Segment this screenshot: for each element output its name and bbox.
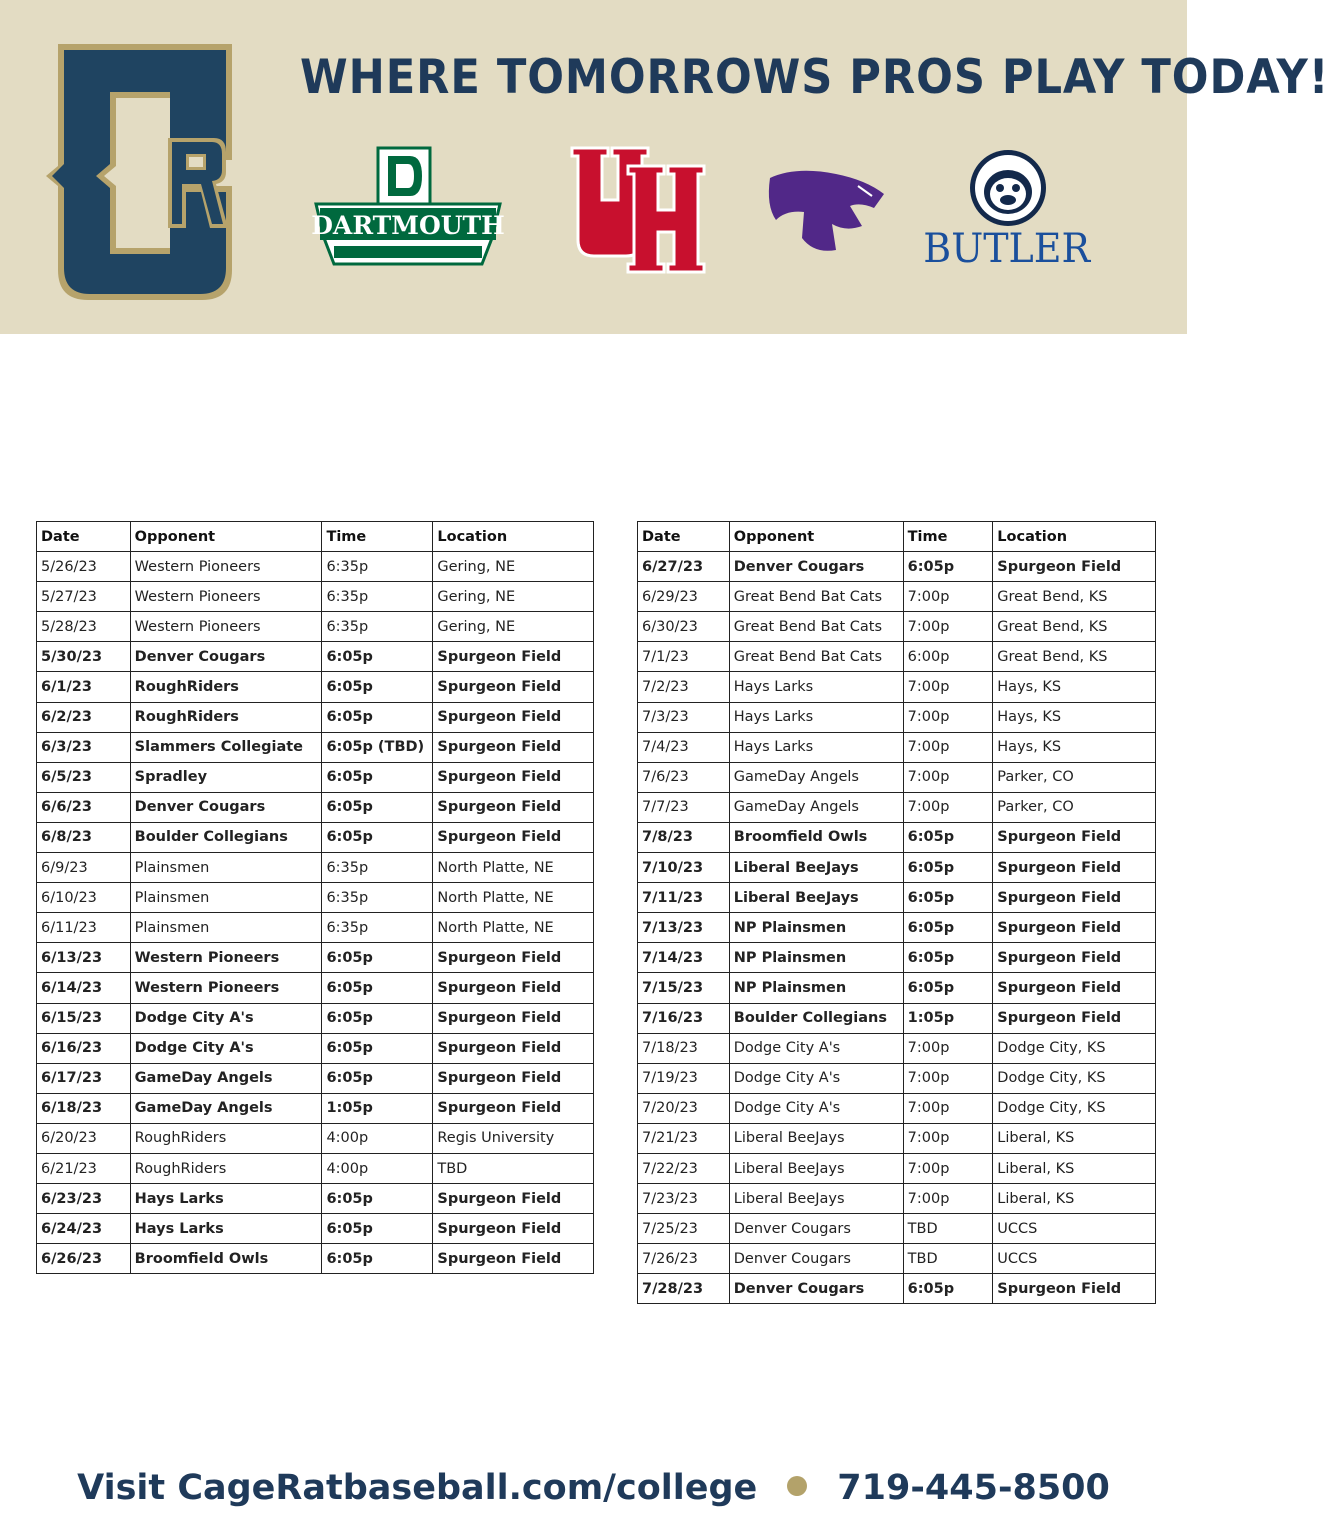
location-cell: Spurgeon Field	[433, 1184, 594, 1214]
time-cell: 7:00p	[903, 1153, 993, 1183]
date-cell: 7/7/23	[638, 792, 730, 822]
location-cell: Spurgeon Field	[433, 1214, 594, 1244]
time-cell: 6:05p	[322, 1184, 433, 1214]
time-cell: 7:00p	[903, 612, 993, 642]
time-cell: 7:00p	[903, 1093, 993, 1123]
date-cell: 5/27/23	[37, 582, 131, 612]
header-location: Location	[993, 522, 1156, 552]
table-row	[37, 883, 594, 913]
table-row	[638, 792, 1156, 822]
table-row	[638, 822, 1156, 852]
date-cell: 6/29/23	[638, 582, 730, 612]
opponent-cell: Denver Cougars	[729, 1214, 903, 1244]
opponent-cell: Slammers Collegiate	[130, 732, 322, 762]
table-row	[638, 973, 1156, 1003]
opponent-cell: Great Bend Bat Cats	[729, 612, 903, 642]
time-cell: 6:05p	[322, 1033, 433, 1063]
header-banner	[0, 0, 1329, 334]
table-row	[37, 1093, 594, 1123]
table-row	[37, 582, 594, 612]
time-cell: 7:00p	[903, 672, 993, 702]
location-cell: Gering, NE	[433, 582, 594, 612]
location-cell: UCCS	[993, 1214, 1156, 1244]
table-row	[638, 552, 1156, 582]
location-cell: Great Bend, KS	[993, 642, 1156, 672]
time-cell: 6:05p	[322, 642, 433, 672]
table-row	[638, 853, 1156, 883]
opponent-cell: Great Bend Bat Cats	[729, 582, 903, 612]
date-cell: 6/11/23	[37, 913, 131, 943]
time-cell: 6:05p	[903, 943, 993, 973]
opponent-cell: Denver Cougars	[729, 1274, 903, 1304]
time-cell: 6:05p	[322, 1214, 433, 1244]
tagline: WHERE TOMORROWS PROS PLAY TODAY!	[300, 50, 1329, 105]
table-header-row	[638, 522, 1156, 552]
location-cell: Gering, NE	[433, 612, 594, 642]
table-row	[37, 642, 594, 672]
time-cell: 6:35p	[322, 883, 433, 913]
opponent-cell: RoughRiders	[130, 672, 322, 702]
opponent-cell: Denver Cougars	[130, 642, 322, 672]
location-cell: Spurgeon Field	[433, 1244, 594, 1274]
dartmouth-logo	[312, 146, 504, 268]
opponent-cell: Liberal BeeJays	[729, 883, 903, 913]
time-cell: 6:05p	[903, 552, 993, 582]
date-cell: 6/10/23	[37, 883, 131, 913]
location-cell: North Platte, NE	[433, 913, 594, 943]
location-cell: UCCS	[993, 1244, 1156, 1274]
opponent-cell: Western Pioneers	[130, 943, 322, 973]
table-row	[37, 1214, 594, 1244]
table-row	[37, 973, 594, 1003]
opponent-cell: Hays Larks	[729, 672, 903, 702]
kansas-state-wildcat-logo	[766, 166, 888, 256]
location-cell: Great Bend, KS	[993, 612, 1156, 642]
opponent-cell: Western Pioneers	[130, 612, 322, 642]
time-cell: 6:05p	[322, 1244, 433, 1274]
opponent-cell: Hays Larks	[729, 702, 903, 732]
opponent-cell: Dodge City A's	[130, 1033, 322, 1063]
date-cell: 7/10/23	[638, 853, 730, 883]
date-cell: 7/1/23	[638, 642, 730, 672]
date-cell: 6/27/23	[638, 552, 730, 582]
opponent-cell: Great Bend Bat Cats	[729, 642, 903, 672]
date-cell: 5/30/23	[37, 642, 131, 672]
table-row	[37, 1184, 594, 1214]
time-cell: 6:05p	[903, 883, 993, 913]
opponent-cell: NP Plainsmen	[729, 913, 903, 943]
schedule-table-left	[36, 521, 594, 1274]
table-row	[37, 1033, 594, 1063]
butler-bulldog-logo	[923, 148, 1091, 273]
time-cell: 6:05p	[322, 973, 433, 1003]
location-cell: Spurgeon Field	[993, 1003, 1156, 1033]
time-cell: 6:05p	[322, 822, 433, 852]
opponent-cell: Hays Larks	[130, 1214, 322, 1244]
time-cell: 6:35p	[322, 612, 433, 642]
time-cell: 6:35p	[322, 913, 433, 943]
location-cell: Spurgeon Field	[993, 913, 1156, 943]
opponent-cell: Plainsmen	[130, 853, 322, 883]
location-cell: Parker, CO	[993, 792, 1156, 822]
opponent-cell: Liberal BeeJays	[729, 1123, 903, 1153]
location-cell: Hays, KS	[993, 672, 1156, 702]
table-row	[37, 702, 594, 732]
date-cell: 6/17/23	[37, 1063, 131, 1093]
separator-dot	[787, 1476, 807, 1496]
header-opponent: Opponent	[130, 522, 322, 552]
opponent-cell: Western Pioneers	[130, 582, 322, 612]
date-cell: 6/18/23	[37, 1093, 131, 1123]
date-cell: 7/3/23	[638, 702, 730, 732]
date-cell: 6/8/23	[37, 822, 131, 852]
opponent-cell: Western Pioneers	[130, 552, 322, 582]
location-cell: TBD	[433, 1153, 594, 1183]
date-cell: 5/28/23	[37, 612, 131, 642]
date-cell: 6/23/23	[37, 1184, 131, 1214]
time-cell: 6:05p	[903, 853, 993, 883]
table-row	[638, 1214, 1156, 1244]
location-cell: Spurgeon Field	[433, 822, 594, 852]
location-cell: Spurgeon Field	[433, 1003, 594, 1033]
table-row	[638, 1123, 1156, 1153]
date-cell: 6/2/23	[37, 702, 131, 732]
table-row	[638, 1274, 1156, 1304]
opponent-cell: Dodge City A's	[729, 1063, 903, 1093]
time-cell: 7:00p	[903, 732, 993, 762]
opponent-cell: Liberal BeeJays	[729, 1184, 903, 1214]
header-location: Location	[433, 522, 594, 552]
date-cell: 7/22/23	[638, 1153, 730, 1183]
table-row	[638, 672, 1156, 702]
time-cell: 7:00p	[903, 792, 993, 822]
location-cell: Spurgeon Field	[433, 1033, 594, 1063]
date-cell: 7/20/23	[638, 1093, 730, 1123]
opponent-cell: GameDay Angels	[130, 1063, 322, 1093]
location-cell: Spurgeon Field	[433, 642, 594, 672]
time-cell: 6:05p	[322, 792, 433, 822]
table-row	[37, 1244, 594, 1274]
table-row	[37, 853, 594, 883]
table-row	[37, 552, 594, 582]
date-cell: 7/11/23	[638, 883, 730, 913]
date-cell: 6/16/23	[37, 1033, 131, 1063]
date-cell: 6/24/23	[37, 1214, 131, 1244]
table-row	[37, 822, 594, 852]
time-cell: 6:05p	[903, 913, 993, 943]
location-cell: Spurgeon Field	[993, 973, 1156, 1003]
table-row	[37, 762, 594, 792]
table-row	[638, 612, 1156, 642]
date-cell: 6/6/23	[37, 792, 131, 822]
location-cell: Spurgeon Field	[433, 943, 594, 973]
time-cell: TBD	[903, 1244, 993, 1274]
location-cell: Regis University	[433, 1123, 594, 1153]
location-cell: Liberal, KS	[993, 1123, 1156, 1153]
table-row	[638, 582, 1156, 612]
opponent-cell: GameDay Angels	[729, 792, 903, 822]
table-row	[638, 1244, 1156, 1274]
date-cell: 7/26/23	[638, 1244, 730, 1274]
opponent-cell: Boulder Collegians	[729, 1003, 903, 1033]
date-cell: 6/30/23	[638, 612, 730, 642]
date-cell: 6/3/23	[37, 732, 131, 762]
location-cell: Parker, CO	[993, 762, 1156, 792]
time-cell: 6:05p	[322, 762, 433, 792]
location-cell: Liberal, KS	[993, 1153, 1156, 1183]
date-cell: 6/1/23	[37, 672, 131, 702]
time-cell: 7:00p	[903, 1184, 993, 1214]
date-cell: 7/23/23	[638, 1184, 730, 1214]
header-date: Date	[638, 522, 730, 552]
table-row	[638, 762, 1156, 792]
date-cell: 7/13/23	[638, 913, 730, 943]
table-row	[37, 672, 594, 702]
opponent-cell: Plainsmen	[130, 913, 322, 943]
location-cell: Spurgeon Field	[993, 943, 1156, 973]
table-row	[37, 1063, 594, 1093]
time-cell: 7:00p	[903, 702, 993, 732]
time-cell: 1:05p	[322, 1093, 433, 1123]
opponent-cell: Liberal BeeJays	[729, 853, 903, 883]
opponent-cell: Hays Larks	[130, 1184, 322, 1214]
location-cell: North Platte, NE	[433, 853, 594, 883]
opponent-cell: NP Plainsmen	[729, 973, 903, 1003]
time-cell: 6:05p	[322, 1003, 433, 1033]
location-cell: Liberal, KS	[993, 1184, 1156, 1214]
table-row	[37, 1153, 594, 1183]
header-time: Time	[322, 522, 433, 552]
opponent-cell: RoughRiders	[130, 1153, 322, 1183]
location-cell: Dodge City, KS	[993, 1033, 1156, 1063]
opponent-cell: Dodge City A's	[729, 1033, 903, 1063]
location-cell: Spurgeon Field	[433, 973, 594, 1003]
date-cell: 7/2/23	[638, 672, 730, 702]
table-row	[638, 1003, 1156, 1033]
location-cell: Spurgeon Field	[433, 672, 594, 702]
time-cell: TBD	[903, 1214, 993, 1244]
time-cell: 6:05p	[903, 822, 993, 852]
opponent-cell: Denver Cougars	[729, 552, 903, 582]
website-link[interactable]: Visit CageRatbaseball.com/college	[77, 1468, 758, 1508]
location-cell: Dodge City, KS	[993, 1093, 1156, 1123]
table-row	[638, 642, 1156, 672]
header-time: Time	[903, 522, 993, 552]
date-cell: 6/20/23	[37, 1123, 131, 1153]
opponent-cell: Broomfield Owls	[130, 1244, 322, 1274]
location-cell: Spurgeon Field	[993, 1274, 1156, 1304]
location-cell: Spurgeon Field	[433, 732, 594, 762]
location-cell: Spurgeon Field	[433, 762, 594, 792]
table-row	[37, 732, 594, 762]
time-cell: 6:05p	[322, 672, 433, 702]
location-cell: Spurgeon Field	[433, 1093, 594, 1123]
table-row	[37, 1123, 594, 1153]
time-cell: 6:35p	[322, 582, 433, 612]
cage-rats-logo	[44, 42, 236, 304]
time-cell: 7:00p	[903, 1123, 993, 1153]
date-cell: 7/4/23	[638, 732, 730, 762]
date-cell: 6/13/23	[37, 943, 131, 973]
date-cell: 7/6/23	[638, 762, 730, 792]
time-cell: 6:05p	[322, 1063, 433, 1093]
time-cell: 6:05p	[322, 943, 433, 973]
opponent-cell: NP Plainsmen	[729, 943, 903, 973]
time-cell: 1:05p	[903, 1003, 993, 1033]
location-cell: Hays, KS	[993, 732, 1156, 762]
time-cell: 7:00p	[903, 762, 993, 792]
phone-number[interactable]: 719-445-8500	[837, 1468, 1110, 1508]
time-cell: 7:00p	[903, 582, 993, 612]
location-cell: Spurgeon Field	[433, 1063, 594, 1093]
opponent-cell: RoughRiders	[130, 1123, 322, 1153]
time-cell: 4:00p	[322, 1153, 433, 1183]
table-row	[638, 702, 1156, 732]
location-cell: North Platte, NE	[433, 883, 594, 913]
location-cell: Spurgeon Field	[993, 552, 1156, 582]
location-cell: Spurgeon Field	[993, 883, 1156, 913]
dartmouth-wordmark: DARTMOUTH	[311, 211, 505, 240]
date-cell: 7/28/23	[638, 1274, 730, 1304]
location-cell: Spurgeon Field	[993, 853, 1156, 883]
time-cell: 6:05p	[903, 1274, 993, 1304]
table-row	[638, 1033, 1156, 1063]
opponent-cell: GameDay Angels	[130, 1093, 322, 1123]
table-row	[638, 883, 1156, 913]
table-row	[638, 1153, 1156, 1183]
date-cell: 7/18/23	[638, 1033, 730, 1063]
table-row	[638, 1063, 1156, 1093]
time-cell: 7:00p	[903, 1033, 993, 1063]
opponent-cell: Plainsmen	[130, 883, 322, 913]
table-row	[37, 612, 594, 642]
location-cell: Dodge City, KS	[993, 1063, 1156, 1093]
opponent-cell: Western Pioneers	[130, 973, 322, 1003]
header-date: Date	[37, 522, 131, 552]
opponent-cell: Boulder Collegians	[130, 822, 322, 852]
table-row	[638, 1184, 1156, 1214]
location-cell: Spurgeon Field	[993, 822, 1156, 852]
opponent-cell: Denver Cougars	[130, 792, 322, 822]
date-cell: 6/15/23	[37, 1003, 131, 1033]
date-cell: 6/14/23	[37, 973, 131, 1003]
date-cell: 6/5/23	[37, 762, 131, 792]
opponent-cell: Hays Larks	[729, 732, 903, 762]
date-cell: 7/14/23	[638, 943, 730, 973]
date-cell: 7/8/23	[638, 822, 730, 852]
date-cell: 7/25/23	[638, 1214, 730, 1244]
date-cell: 5/26/23	[37, 552, 131, 582]
location-cell: Hays, KS	[993, 702, 1156, 732]
time-cell: 6:05p	[322, 702, 433, 732]
date-cell: 6/21/23	[37, 1153, 131, 1183]
opponent-cell: Denver Cougars	[729, 1244, 903, 1274]
location-cell: Great Bend, KS	[993, 582, 1156, 612]
location-cell: Spurgeon Field	[433, 792, 594, 822]
header-opponent: Opponent	[729, 522, 903, 552]
opponent-cell: Liberal BeeJays	[729, 1153, 903, 1183]
table-row	[638, 732, 1156, 762]
time-cell: 6:35p	[322, 853, 433, 883]
date-cell: 7/21/23	[638, 1123, 730, 1153]
footer-contact	[0, 1468, 1187, 1508]
time-cell: 6:35p	[322, 552, 433, 582]
date-cell: 7/19/23	[638, 1063, 730, 1093]
time-cell: 6:00p	[903, 642, 993, 672]
time-cell: 7:00p	[903, 1063, 993, 1093]
table-row	[37, 792, 594, 822]
table-row	[37, 913, 594, 943]
table-row	[37, 943, 594, 973]
opponent-cell: Dodge City A's	[130, 1003, 322, 1033]
houston-logo	[570, 146, 706, 274]
opponent-cell: RoughRiders	[130, 702, 322, 732]
time-cell: 6:05p	[903, 973, 993, 1003]
location-cell: Gering, NE	[433, 552, 594, 582]
schedule-table-right	[637, 521, 1156, 1304]
date-cell: 7/15/23	[638, 973, 730, 1003]
time-cell: 6:05p (TBD)	[322, 732, 433, 762]
opponent-cell: Dodge City A's	[729, 1093, 903, 1123]
opponent-cell: Spradley	[130, 762, 322, 792]
table-header-row	[37, 522, 594, 552]
location-cell: Spurgeon Field	[433, 702, 594, 732]
table-row	[638, 913, 1156, 943]
date-cell: 6/9/23	[37, 853, 131, 883]
time-cell: 4:00p	[322, 1123, 433, 1153]
opponent-cell: GameDay Angels	[729, 762, 903, 792]
table-row	[638, 1093, 1156, 1123]
date-cell: 6/26/23	[37, 1244, 131, 1274]
opponent-cell: Broomfield Owls	[729, 822, 903, 852]
butler-wordmark: BUTLER	[923, 226, 1091, 273]
table-row	[37, 1003, 594, 1033]
table-row	[638, 943, 1156, 973]
date-cell: 7/16/23	[638, 1003, 730, 1033]
